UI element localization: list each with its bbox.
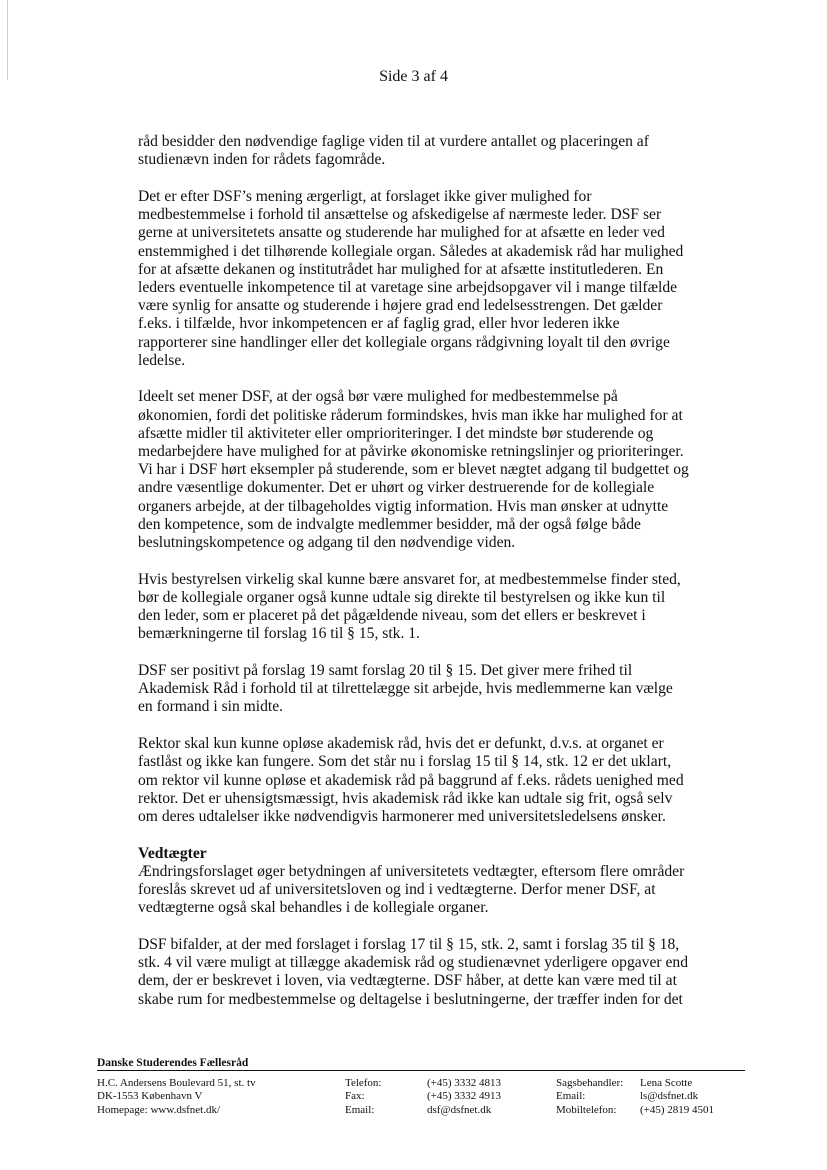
paragraph-line: afsætte midler til aktiviteter eller omprioriteringer. I det mindste bør studerende og xyxy=(138,424,654,442)
paragraph-line: ledelse. xyxy=(138,351,186,369)
footer-email: dsf@dsfnet.dk xyxy=(427,1103,492,1116)
paragraph xyxy=(138,133,718,169)
footer-label: Mobiltelefon: xyxy=(556,1103,617,1116)
footer-label: Sagsbehandler: xyxy=(556,1077,624,1089)
footer-divider xyxy=(97,1070,745,1071)
paragraph-line: andre væsentlige dokumenter. Det er uhørt og virker destruerende for de kollegiale xyxy=(138,479,655,497)
paragraph-line: Hvis bestyrelsen virkelig skal kunne bære ansvaret for, at medbestemmelse finder sted, xyxy=(138,570,681,588)
paragraph-line: enstemmighed i det tilhørende kollegiale organ. Således at akademisk råd har mulighed xyxy=(138,242,684,260)
footer-address-line: H.C. Andersens Boulevard 51, st. tv xyxy=(97,1077,256,1089)
paragraph-line: Rektor skal kun kunne opløse akademisk råd, hvis det er defunkt, d.v.s. at organet er xyxy=(138,735,664,753)
paragraph-line: den kompetence, som de indvalgte medlemmer besidder, må der også følge både xyxy=(138,515,641,533)
footer-label: Email: xyxy=(345,1103,375,1116)
page-number: Side 3 af 4 xyxy=(379,68,448,85)
paragraph-line: DSF bifalder, at der med forslaget i forslag 17 til § 15, stk. 2, samt i forslag 35 til § 18, xyxy=(138,936,680,954)
paragraph xyxy=(138,845,718,918)
paragraph-line: fastlåst og ikke kan fungere. Som det står nu i forslag 15 til § 14, stk. 12 er det uklart, xyxy=(138,753,672,771)
paragraph-line: økonomien, fordi det politiske råderum formindskes, hvis man ikke har mulighed for at xyxy=(138,406,683,424)
paragraph-line: rapporterer sine handlinger eller det kollegiale organs rådgivning loyalt til den øvrige xyxy=(138,333,670,351)
paragraph-line: Ideelt set mener DSF, at der også bør være mulighed for medbestemmelse på xyxy=(138,388,618,406)
paragraph-line: bør de kollegiale organer også kunne udtale sig direkte til bestyrelsen og ikke kun til xyxy=(138,588,666,606)
footer-case-labels xyxy=(556,1077,623,1117)
footer-address-line: DK-1553 København V xyxy=(97,1090,203,1103)
paragraph-line: om rektor vil kunne opløse et akademisk råd på baggrund af f.eks. rådets uenighed med xyxy=(138,771,684,789)
footer-label: Fax: xyxy=(345,1090,365,1103)
footer-address-block xyxy=(97,1077,256,1117)
footer-contact-labels xyxy=(345,1077,382,1117)
paragraph-line: organers arbejde, at der tilbageholdes vigtig information. Hvis man ønsker at udnytte xyxy=(138,497,669,515)
paragraph-line: leders eventuelle inkompetence til at varetage sine arbejdsopgaver vil i mange tilfælde xyxy=(138,278,678,296)
paragraph-line: bemærkningerne til forslag 16 til § 15, stk. 1. xyxy=(138,625,420,643)
paragraph-line: rektor. Det er uhensigtsmæssigt, hvis akademisk råd ikke kan udtale sig frit, også selv xyxy=(138,789,673,807)
paragraph xyxy=(138,188,718,370)
paragraph-line: stk. 4 vil være muligt at tillægge akademisk råd og studienævnet yderligere opgaver end xyxy=(138,954,688,972)
footer-case-mobile: (+45) 2819 4501 xyxy=(640,1103,715,1116)
paragraph-line: medarbejdere have mulighed for at påvirke økonomiske retningslinjer og prioriteringer. xyxy=(138,443,684,461)
paragraph-line: DSF ser positivt på forslag 19 samt forslag 20 til § 15. Det giver mere frihed til xyxy=(138,662,633,680)
paragraph-line: den leder, som er placeret på det pågældende niveau, som det ellers er beskrevet i xyxy=(138,607,646,625)
paragraph-line: skabe rum for medbestemmelse og deltagelse i beslutningerne, der træffer inden for det xyxy=(138,990,683,1008)
paragraph-line: medbestemmelse i forhold til ansættelse og afskedigelse af nærmeste leder. DSF ser xyxy=(138,206,662,224)
footer-label: Telefon: xyxy=(345,1077,382,1089)
paragraph xyxy=(138,662,718,717)
paragraph-line: Ændringsforslaget øger betydningen af universitetets vedtægter, eftersom flere områder xyxy=(138,862,685,880)
footer-case-email: ls@dsfnet.dk xyxy=(640,1090,699,1103)
paragraph-line: om deres udtalelser ikke nødvendigvis harmonerer med universitetsledelsens ønsker. xyxy=(138,808,666,825)
footer-phone: (+45) 3332 4813 xyxy=(427,1077,502,1089)
paragraph-line: en formand i sin midte. xyxy=(138,698,284,716)
paragraph-line: beslutningskompetence og adgang til den nødvendige viden. xyxy=(138,534,516,552)
paragraph-line: vedtægterne også skal behandles i de kollegiale organer. xyxy=(138,899,489,917)
footer-case-values xyxy=(640,1077,714,1117)
paragraph-line: Akademisk Råd i forhold til at tilrettelægge sit arbejde, hvis medlemmerne kan vælge xyxy=(138,680,673,698)
paragraph-line: være synlig for ansatte og studerende i højere grad end ledelsesstrengen. Det gælder xyxy=(138,297,663,315)
paragraph-line: foreslås skrevet ud af universitetsloven og ind i vedtægterne. Derfor mener DSF, at xyxy=(138,881,656,899)
paragraph-line: gerne at universitetets ansatte og studerende har mulighed for at afsætte en leder ved xyxy=(138,224,665,242)
footer-homepage: Homepage: www.dsfnet.dk/ xyxy=(97,1103,221,1116)
footer-label: Email: xyxy=(556,1090,586,1103)
paragraph-line: råd besidder den nødvendige faglige viden til at vurdere antallet og placeringen af xyxy=(138,133,649,150)
paragraph-line: dem, der er beskrevet i loven, via vedtægterne. DSF håber, at dette kan være med til at xyxy=(138,972,677,990)
paragraph xyxy=(138,571,718,644)
paragraph xyxy=(138,735,718,826)
paragraph xyxy=(138,388,718,552)
footer-fax: (+45) 3332 4913 xyxy=(427,1090,502,1103)
paragraph-line: studienævn inden for rådets fagområde. xyxy=(138,151,386,169)
paragraph-line: Vi har i DSF hørt eksempler på studerende, som er blevet nægtet adgang til budgettet og xyxy=(138,461,689,479)
paragraph-line: Det er efter DSF’s mening ærgerligt, at forslaget ikke giver mulighed for xyxy=(138,187,592,205)
paragraph-line: for at afsætte dekanen og institutrådet har mulighed for at afsætte institutlederen. En xyxy=(138,260,664,278)
footer-contact-values xyxy=(427,1077,501,1117)
footer-case-handler: Lena Scotte xyxy=(640,1077,693,1089)
document-body xyxy=(138,133,718,1027)
section-heading: Vedtægter xyxy=(138,844,207,862)
paragraph-line: f.eks. i tilfælde, hvor inkompetencen er af faglig grad, eller hvor lederen ikke xyxy=(138,315,620,333)
footer-org-name: Danske Studerendes Fællesråd xyxy=(97,1057,249,1069)
paragraph xyxy=(138,936,718,1009)
